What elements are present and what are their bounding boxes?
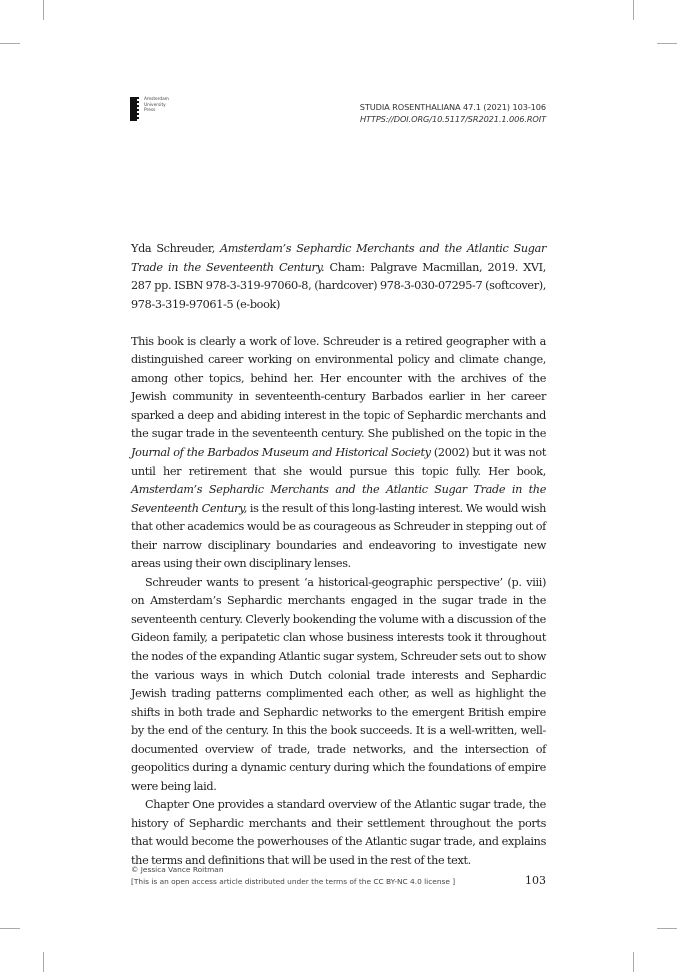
crop-mark <box>657 928 677 929</box>
footer <box>131 864 546 888</box>
reviewed-author: Yda Schreuder, <box>131 242 220 255</box>
paragraph-text: (2002) but it was not until her retirement that she would pursue this topic fully. Her book, <box>131 445 547 478</box>
paragraph: Schreuder wants to present ‘a historical-geographic perspective’ (p. viii) on Amsterdam’s Sephardic merchants engaged in the sugar trade in the seventeenth century. Cleverly bookending the volume with a discussion of the Gideon family, a peripatetic clan whose business interests took it throughout the nodes of the expanding Atlantic sugar system, Schreuder sets out to show the various ways in which Dutch colonial trade interests and Sephardic Jewish trading patterns complimented each other, as well as highlight the shifts in both trade and Sephardic networks to the emergent British empire by the end of the century. In this the book succeeds. It is a well-written, well-documented overview of trade, trade networks, and the intersection of geopolitics during a dynamic century during which the foundations of empire were being laid. <box>131 575 546 793</box>
amsterdam-university-press-logo-icon <box>130 97 137 121</box>
crop-mark <box>43 0 44 20</box>
journal-header <box>360 101 546 125</box>
paragraph: Chapter One provides a standard overview of the Atlantic sugar trade, the history of Sephardic merchants and their settlement throughout the ports that would become the powerhouses of the Atlantic sugar trade, and explains the terms and definitions that will be used in the rest of the text. <box>131 798 546 867</box>
publisher-line: University <box>144 102 166 108</box>
article-body <box>131 240 546 871</box>
journal-citation: STUDIA ROSENTHALIANA 47.1 (2021) 103-106 <box>359 102 546 112</box>
publisher-line: Press <box>144 108 156 114</box>
paragraph-text: is the result of this long-lasting interest. We would wish that other academics would be as courageous as Schreuder in stepping out of their narrow disciplinary boundaries and endeavoring to investigate new areas using their own disciplinary lenses. <box>131 501 547 571</box>
publication-details: Cham: Palgrave Macmillan, 2019. XVI, 287 pp. ISBN 978-3-319-97060-8, (hardcover) 978-3-030-07295-7 (softcover), 978-3-319-97061-5 (e-book) <box>131 260 546 311</box>
paragraph-text: This book is clearly a work of love. Schreuder is a retired geographer with a distinguished career working on environmental policy and climate change, among other topics, behind her. Her encounter with the archives of the Jewish community in seventeenth-century Barbados earlier in her career sparked a deep and abiding interest in the topic of Sephardic merchants and the sugar trade in the seventeenth century. She published on the topic in the <box>131 334 546 441</box>
review-bibliographic-header <box>131 240 546 314</box>
page-number: 103 <box>525 874 546 887</box>
crop-mark <box>633 0 634 20</box>
crop-mark <box>0 43 20 44</box>
crop-mark <box>43 952 44 972</box>
paragraph <box>131 333 546 574</box>
crop-mark <box>0 928 20 929</box>
license-notice: [This is an open access article distributed under the terms of the CC BY-NC 4.0 license ] <box>131 877 456 886</box>
publisher-name <box>144 97 169 114</box>
reviewed-book-title: Amsterdam’s Sephardic Merchants and the Atlantic Sugar Trade in the Seventeenth Century. <box>131 242 546 274</box>
copyright-notice: © Jessica Vance Roitman <box>131 865 224 874</box>
book-title: Amsterdam’s Sephardic Merchants and the Atlantic Sugar Trade in the Seventeenth Century, <box>131 483 546 515</box>
publisher-line: Amsterdam <box>144 97 169 102</box>
doi-link[interactable]: HTTPS://DOI.ORG/10.5117/SR2021.1.006.ROIT <box>359 114 546 124</box>
crop-mark <box>657 43 677 44</box>
journal-title: Journal of the Barbados Museum and Historical Society <box>131 445 431 459</box>
crop-mark <box>633 952 634 972</box>
